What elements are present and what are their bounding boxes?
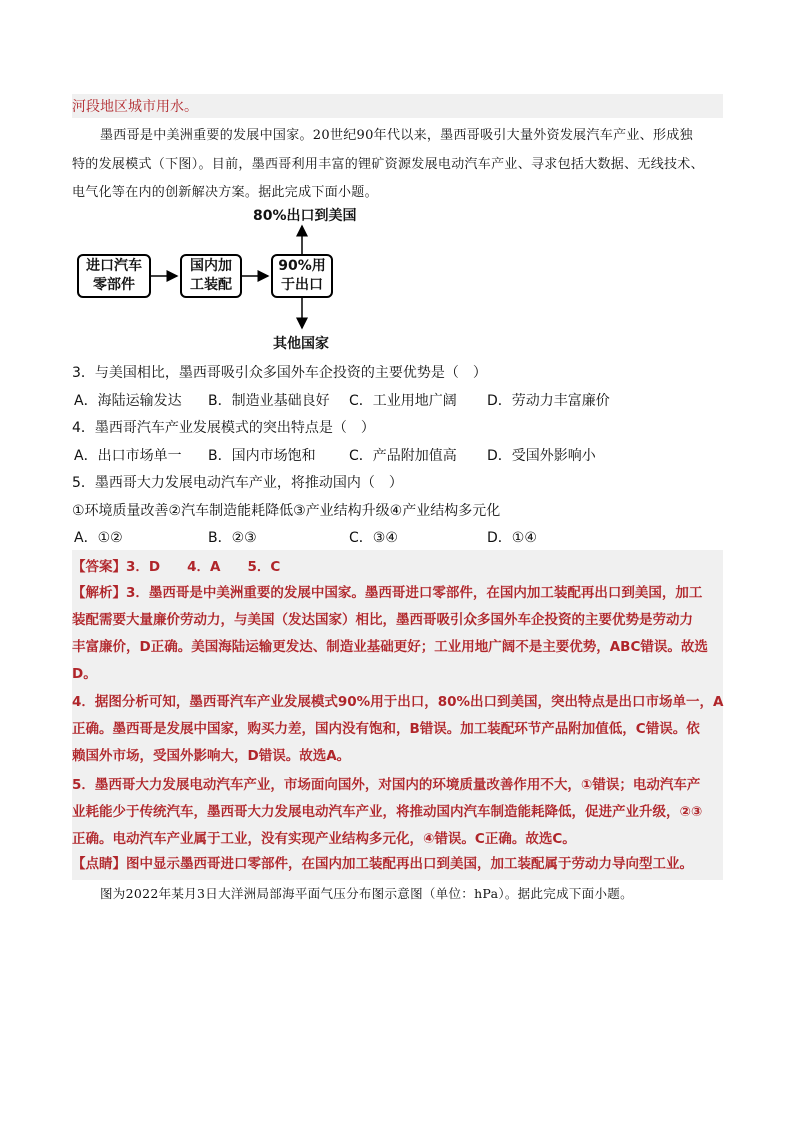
q4-option-a: A．出口市场单一 xyxy=(74,448,182,464)
analysis-q5-line-1: 5．墨西哥大力发展电动汽车产业，市场面向国外，对国内的环境质量改善作用不大，①错误；电动汽车产 xyxy=(72,777,701,793)
question-3-stem: 3．与美国相比，墨西哥吸引众多国外车企投资的主要优势是（ ） xyxy=(72,365,487,381)
q4-option-d: D．受国外影响小 xyxy=(487,448,596,464)
intro-line-1: 墨西哥是中美洲重要的发展中国家。20世纪90年代以来，墨西哥吸引大量外资发展汽车产业、形成独 xyxy=(100,128,693,143)
q3-option-d: D．劳动力丰富廉价 xyxy=(487,393,610,409)
q4-option-b: B．国内市场饱和 xyxy=(208,448,316,464)
q3-option-b: B．制造业基础良好 xyxy=(208,393,330,409)
q4-option-c: C．产品附加值高 xyxy=(349,448,457,464)
analysis-line-4: D。 xyxy=(72,666,97,682)
analysis-q5-line-3: 正确。电动汽车产业属于工业，没有实现产业结构多元化，④错误。C正确。故选C。 xyxy=(72,831,576,847)
tip-line xyxy=(72,852,693,872)
analysis-q4-line-3: 赖国外市场，受国外影响大，D错误。故选A。 xyxy=(72,748,351,764)
analysis-q5-line-2: 业耗能少于传统汽车，墨西哥大力发展电动汽车产业，将推动国内汽车制造能耗降低，促进产业升级，②③ xyxy=(72,804,703,820)
q3-option-c: C．工业用地广阔 xyxy=(349,393,457,409)
question-5-stem: 5．墨西哥大力发展电动汽车产业，将推动国内（ ） xyxy=(72,475,403,491)
q5-option-b: B．②③ xyxy=(208,530,257,546)
q5-option-a: A．①② xyxy=(74,530,123,546)
box-imported-parts: 进口汽车 零部件 xyxy=(77,254,151,298)
next-intro: 图为2022年某月3日大洋洲局部海平面气压分布图示意图（单位：hPa）。据此完成下面小题。 xyxy=(100,886,633,901)
label-export-usa: 80%出口到美国 xyxy=(253,208,357,224)
top-line: 河段地区城市用水。 xyxy=(72,99,198,115)
diagram-arrows xyxy=(0,0,794,360)
tip-tag: 【点睛】 xyxy=(72,856,126,872)
analysis-line-1: 【解析】3．墨西哥是中美洲重要的发展中国家。墨西哥进口零部件，在国内加工装配再出口到美国，加工 xyxy=(72,585,703,601)
answer-line xyxy=(72,555,280,575)
intro-line-3: 电气化等在内的创新解决方案。据此完成下面小题。 xyxy=(72,185,378,200)
analysis-line-3: 丰富廉价，D正确。美国海陆运输更发达、制造业基础更好；工业用地广阔不是主要优势，ABC错误。故选 xyxy=(72,639,708,655)
q3-option-a: A．海陆运输发达 xyxy=(74,393,182,409)
box-export-share: 90%用 于出口 xyxy=(271,254,333,298)
analysis-line-2: 装配需要大量廉价劳动力，与美国（发达国家）相比，墨西哥吸引众多国外车企投资的主要优势是劳动力 xyxy=(72,612,693,628)
answer-text: 3．D 4．A 5．C xyxy=(126,559,281,575)
question-5-statements: ①环境质量改善②汽车制造能耗降低③产业结构升级④产业结构多元化 xyxy=(72,503,501,519)
intro-line-2: 特的发展模式（下图）。目前，墨西哥利用丰富的锂矿资源发展电动汽车产业、寻求包括大数据、无线技术、 xyxy=(72,157,704,172)
tip-text: 图中显示墨西哥进口零部件，在国内加工装配再出口到美国，加工装配属于劳动力导向型工业。 xyxy=(126,856,693,872)
q5-option-c: C．③④ xyxy=(349,530,398,546)
question-4-stem: 4．墨西哥汽车产业发展模式的突出特点是（ ） xyxy=(72,420,375,436)
label-other-countries: 其他国家 xyxy=(273,336,329,352)
analysis-tag: 【解析】 xyxy=(72,585,126,601)
box-domestic-assembly: 国内加 工装配 xyxy=(180,254,242,298)
answer-tag: 【答案】 xyxy=(72,559,126,575)
analysis-q4-line-2: 正确。墨西哥是发展中国家，购买力差，国内没有饱和，B错误。加工装配环节产品附加值低，C错误。依 xyxy=(72,721,700,737)
analysis-q4-line-1: 4．据图分析可知，墨西哥汽车产业发展模式90%用于出口，80%出口到美国，突出特点是出口市场单一，A xyxy=(72,694,724,710)
q5-option-d: D．①④ xyxy=(487,530,537,546)
